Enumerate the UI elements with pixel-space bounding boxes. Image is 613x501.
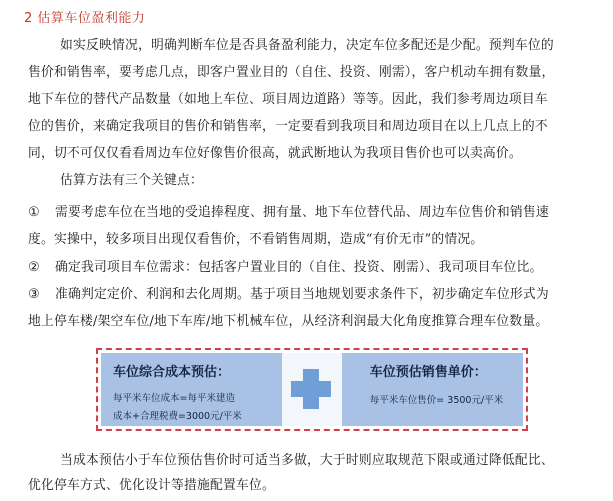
list-marker: ③ xyxy=(28,287,40,302)
price-estimate-title: 车位预估销售单价： xyxy=(369,365,487,380)
cost-price-panel xyxy=(96,348,528,431)
paragraph-line: 估算方法有三个关键点： xyxy=(60,173,203,188)
list-item-text: 需要考虑车位在当地的受追捧程度、拥有量、地下车位替代品、周边车位售价和销售速 xyxy=(55,205,549,220)
list-item-1 xyxy=(28,203,549,223)
paragraph-line: 售价和销售率，要考虑几点，即客户置业目的（自住、投资、刚需），客户机动车拥有数量， xyxy=(28,65,555,80)
list-item-text: 确定我司项目车位需求：包括客户置业目的（自住、投资、刚需）、我司项目车位比。 xyxy=(55,260,543,275)
cost-estimate-title: 车位综合成本预估： xyxy=(113,365,231,380)
price-estimate-line: 每平米车位售价= 3500元/平米 xyxy=(369,395,504,406)
plus-icon xyxy=(282,353,342,426)
price-estimate-block xyxy=(342,353,523,426)
cost-estimate-line: 成本+合理税费=3000元/平米 xyxy=(113,411,242,422)
paragraph-line: 当成本预估小于车位预估售价时可适当多做，大于时则应取规范下限或通过降低配比、 xyxy=(60,453,554,468)
paragraph-line: 度。实操中，较多项目出现仅看售价，不看销售周期，造成“有价无市”的情况。 xyxy=(28,232,484,247)
paragraph-line: 同，切不可仅仅看看周边车位好像售价很高，就武断地认为我项目售价也可以卖高价。 xyxy=(28,146,522,161)
list-item-text: 准确判定定价、利润和去化周期。基于项目当地规划要求条件下，初步确定车位形式为 xyxy=(55,287,549,302)
list-item-2 xyxy=(28,258,542,278)
list-marker: ② xyxy=(28,260,40,275)
paragraph-line: 位的售价，来确定我项目的售价和销售率，一定要看到我项目和周边项目在以上几点上的不 xyxy=(28,119,548,134)
cost-estimate-line: 每平米车位成本=每平米建造 xyxy=(113,393,235,404)
list-item-3 xyxy=(28,285,549,305)
paragraph-line: 地下车位的替代产品数量（如地上车位、项目周边道路）等等。因此，我们参考周边项目车 xyxy=(28,92,548,107)
paragraph-line: 如实反映情况，明确判断车位是否具备盈利能力，决定车位多配还是少配。预判车位的 xyxy=(60,38,554,53)
paragraph-line: 地上停车楼/架空车位/地下车库/地下机械车位，从经济利润最大化角度推算合理车位数量。 xyxy=(28,314,549,329)
list-marker: ① xyxy=(28,205,40,220)
cost-estimate-block xyxy=(101,353,282,426)
section-heading: 2 估算车位盈利能力 xyxy=(24,11,146,26)
paragraph-line: 优化停车方式、优化设计等措施配置车位。 xyxy=(28,478,275,493)
